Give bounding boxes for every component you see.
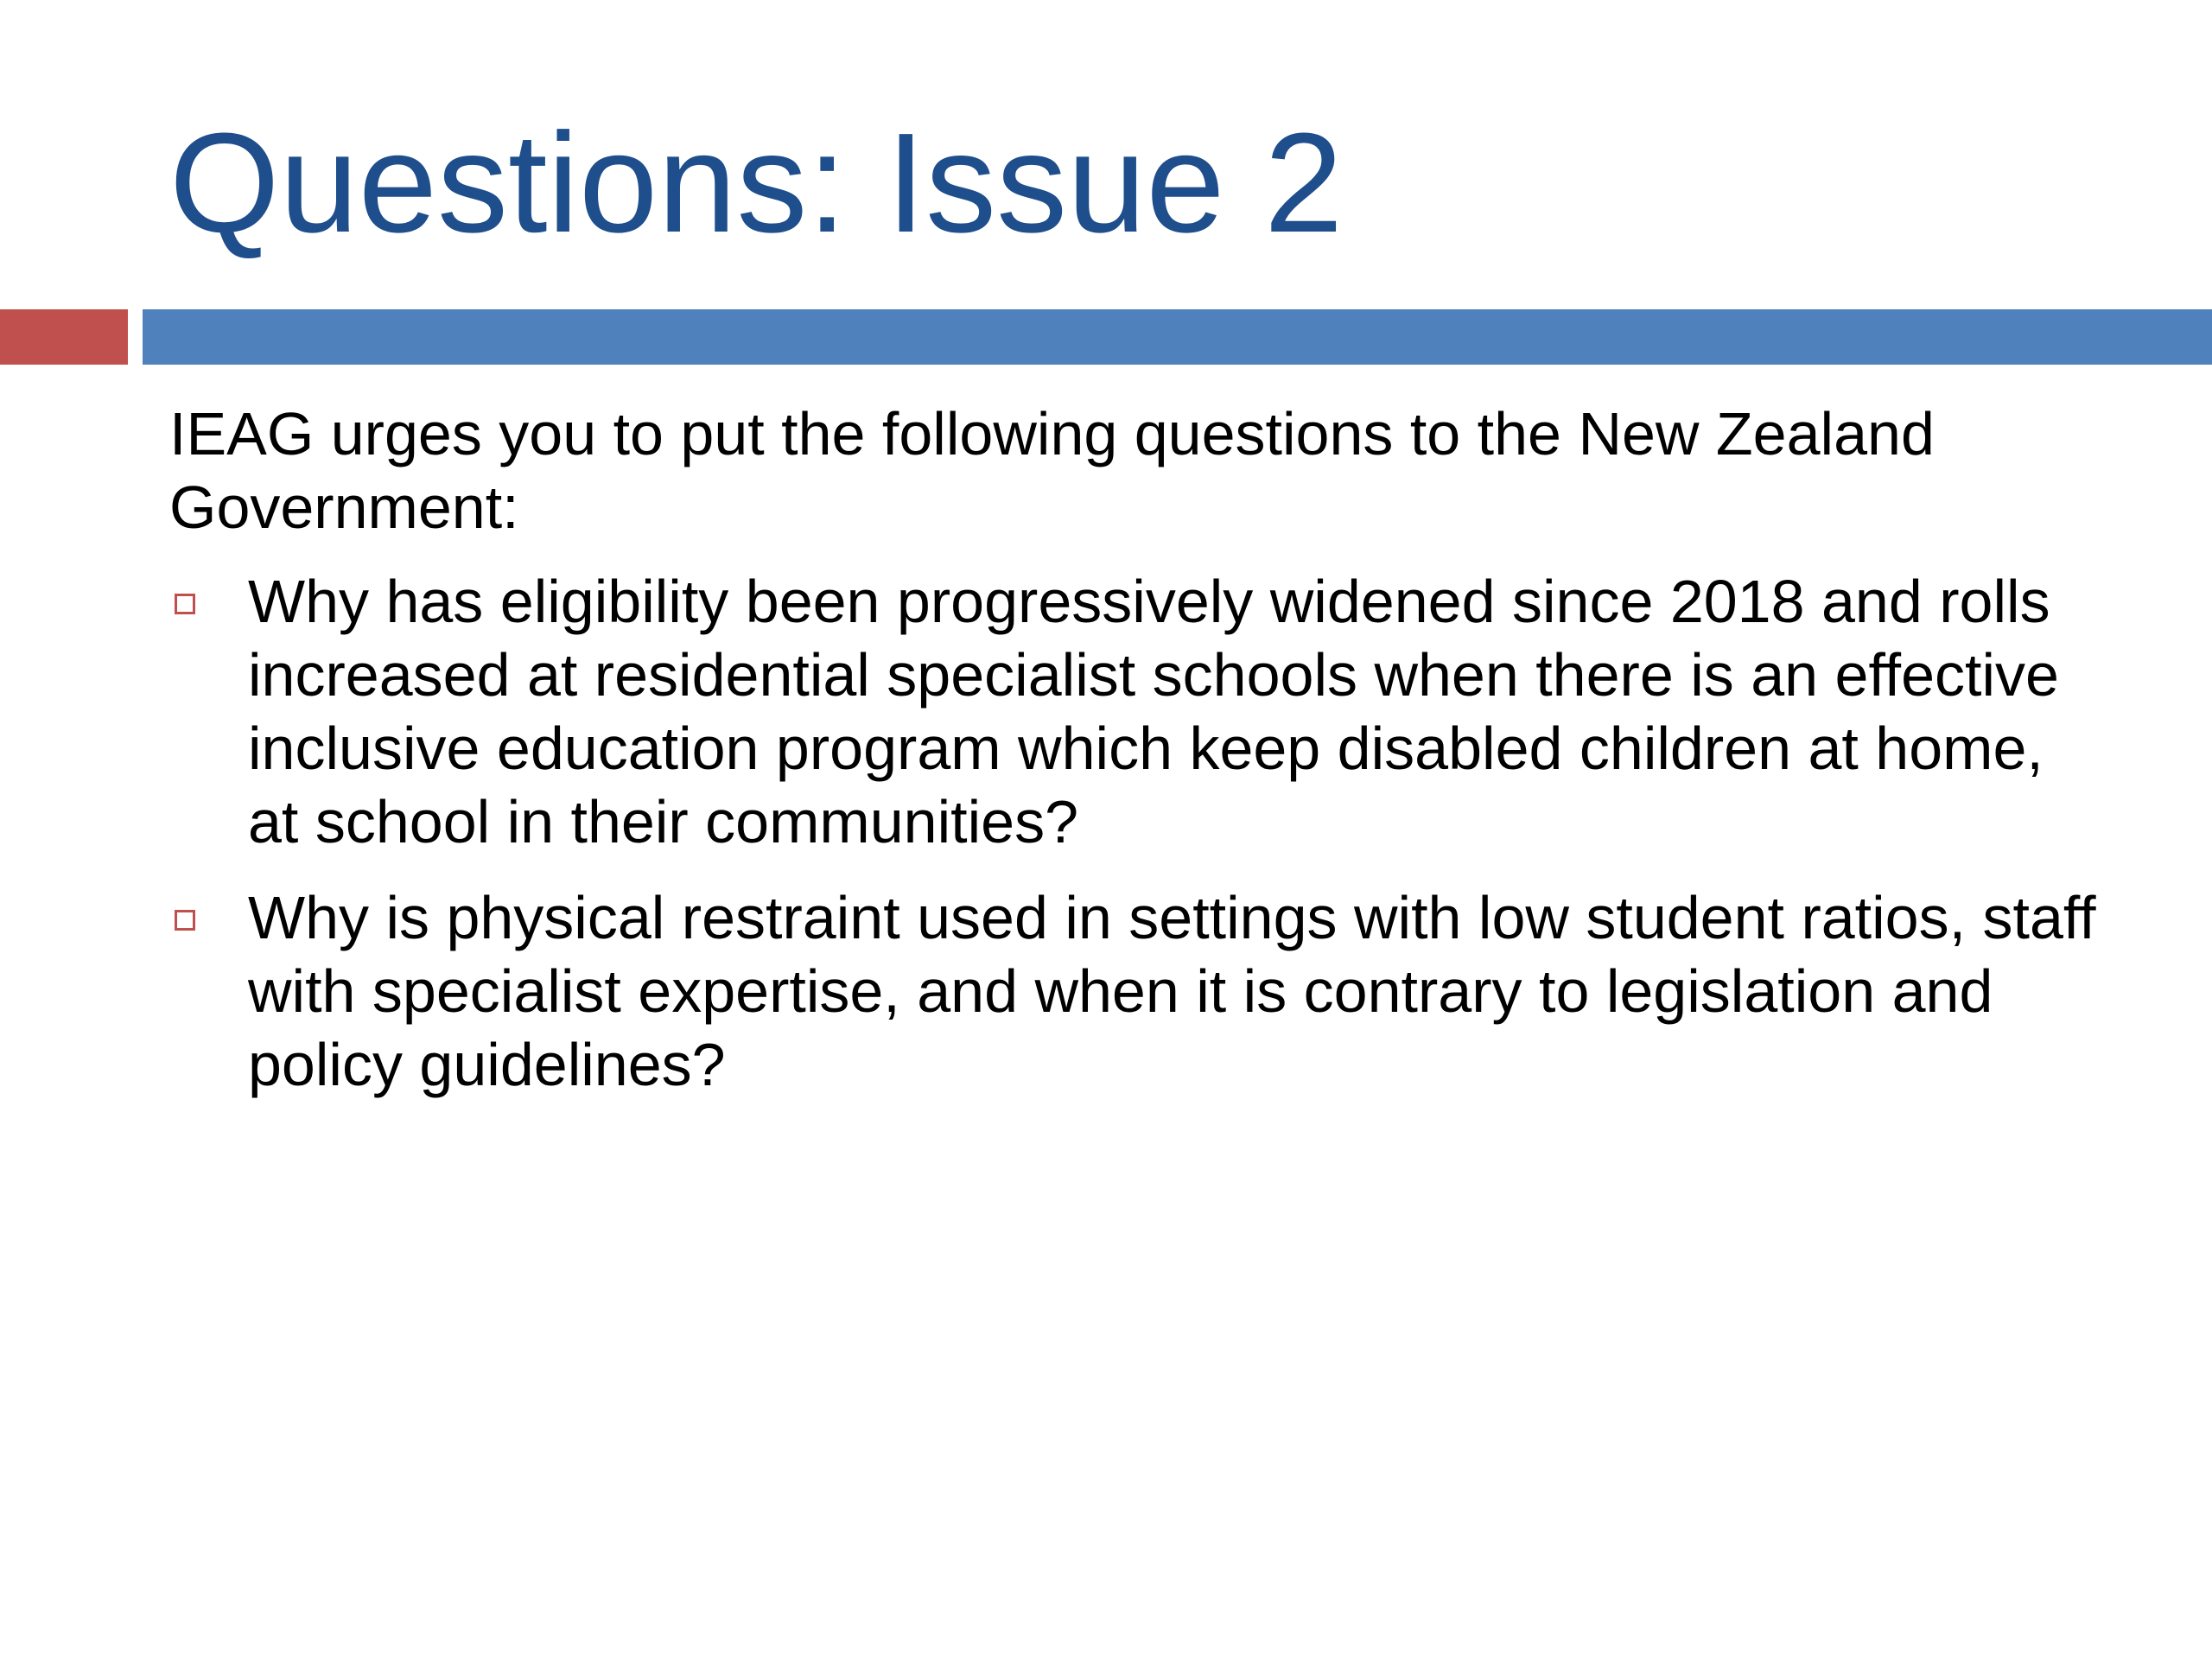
hollow-square-bullet-icon bbox=[175, 594, 195, 614]
title-accent-bar-red bbox=[0, 309, 128, 365]
bullet-item bbox=[169, 565, 2105, 859]
slide-body bbox=[169, 397, 2105, 1124]
bullet-text: Why is physical restraint used in settings with low student ratios, staff with specialist expertise, and when it is contrary to legislation and policy guidelines? bbox=[248, 884, 2096, 1098]
bullet-text: Why has eligibility been progressively widened since 2018 and rolls increased at residential specialist schools when there is an effective inclusive education program which keep disabled children at home, at school in their communities? bbox=[248, 568, 2059, 855]
bullet-list bbox=[169, 565, 2105, 1102]
intro-paragraph: IEAG urges you to put the following questions to the New Zealand Government: bbox=[169, 400, 1935, 541]
title-accent-bar-blue bbox=[143, 309, 2212, 365]
bullet-item bbox=[169, 881, 2105, 1102]
hollow-square-bullet-icon bbox=[175, 910, 195, 931]
slide-title: Questions: Issue 2 bbox=[169, 104, 1344, 262]
